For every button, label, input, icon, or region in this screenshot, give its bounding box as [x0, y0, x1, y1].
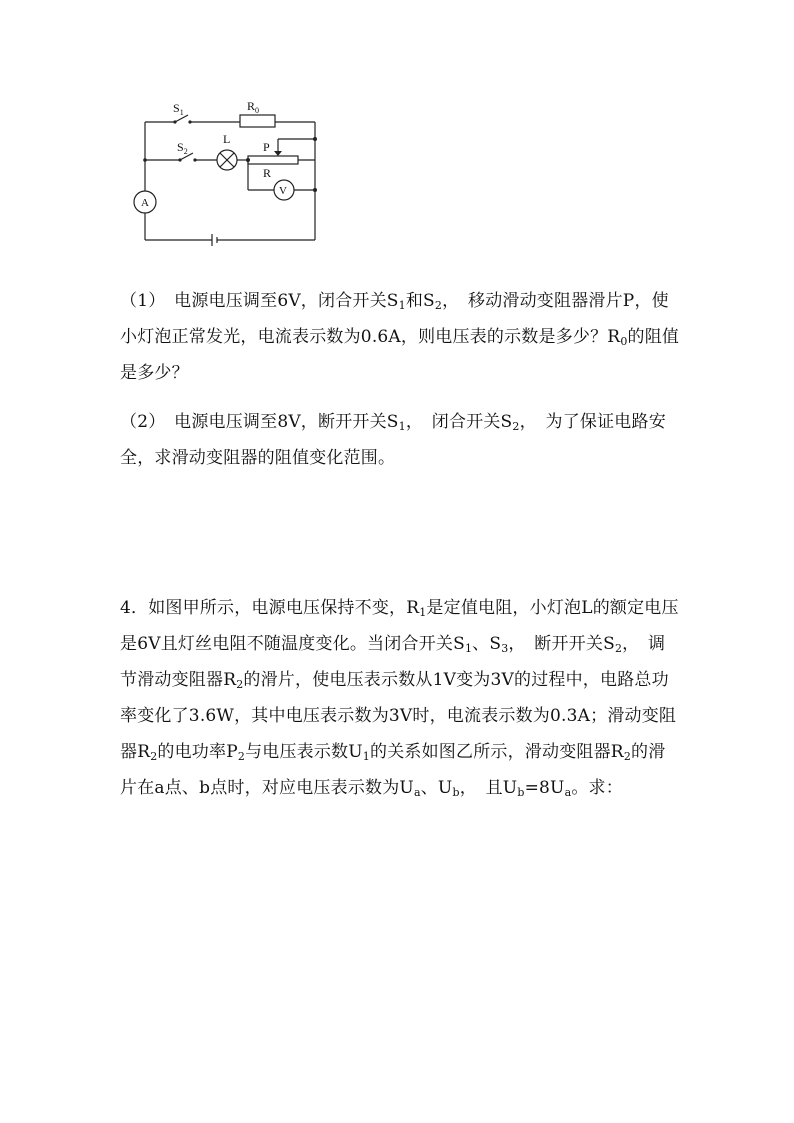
q2-text-a: （2） 电源电压调至8V，断开开关S: [120, 412, 399, 432]
q4-text: 的滑片在a点、b点时，对应电压表示数为U: [120, 742, 666, 798]
q4-text: 是定值电阻，小灯泡L的额定电压是6V且灯丝电阻不随温度变化。当闭合开关S: [120, 598, 679, 654]
q4-sub: 2: [237, 750, 246, 763]
q4-text: 与电压表示数U: [245, 742, 363, 762]
q4-sub: 1: [464, 642, 473, 655]
q4-sub: b: [452, 786, 460, 799]
q1-sub: 0: [620, 335, 628, 348]
label-ammeter: A: [141, 197, 149, 209]
label-r0: $R_0$: [247, 99, 260, 115]
q4-sub: a: [413, 786, 421, 799]
circuit-svg: [120, 95, 340, 255]
q1-text-c: ， 移动滑动变阻器滑片P，使小灯泡正常发光，电流表示数为0.6A，则电压表的示数是多少？R: [120, 291, 669, 347]
q4-sub: 3: [501, 642, 509, 655]
q4-text: ， 调节滑动变阻器R: [120, 634, 666, 690]
q2-sub: 1: [398, 420, 406, 433]
q4-sub: 2: [150, 750, 158, 763]
q1-sub: 1: [398, 299, 406, 312]
label-p: P: [263, 140, 270, 154]
label-r: R: [263, 166, 272, 180]
q4-sub: 2: [623, 750, 632, 763]
q4-text: 的滑片，使电压表示数从1V变为3V的过程中，电路总功率变化了3.6W，其中电压表示数为3V时，电流表示数为0.3A；滑动变阻器R: [120, 670, 677, 762]
q4-text: 、S: [472, 634, 502, 654]
circuit-diagram: [120, 95, 340, 255]
q4-sub: b: [517, 786, 525, 799]
q2-text-c: ， 为了保证电路安全，求滑动变阻器的阻值变化范围。: [120, 412, 666, 468]
q4-text: 。求：: [571, 778, 623, 798]
label-voltmeter: V: [279, 185, 287, 197]
q4-text: ， 断开开关S: [508, 634, 615, 654]
q4-text: 、U: [420, 778, 453, 798]
label-s1: $S_1$: [173, 101, 184, 117]
q4-text: =8U: [524, 778, 565, 798]
question-1: [120, 283, 680, 391]
question-4: [120, 590, 680, 806]
q4-sub: 2: [236, 678, 244, 691]
q4-sub: 2: [614, 642, 623, 655]
q4-text: 的关系如图乙所示，滑动变阻器R: [370, 742, 624, 762]
q1-text-d: 的阻值是多少？: [120, 327, 680, 383]
question-2: [120, 404, 680, 476]
q2-text-b: ， 闭合开关S: [405, 412, 513, 432]
q1-text-a: （1） 电源电压调至6V，闭合开关S: [120, 291, 399, 311]
q2-sub: 2: [512, 420, 520, 433]
rheostat-r: [248, 156, 298, 164]
q4-sub: 1: [419, 606, 427, 619]
q1-sub: 2: [434, 299, 443, 312]
q4-text: 的电功率P: [157, 742, 238, 762]
q4-text: ， 且U: [459, 778, 518, 798]
label-s2: $S_2$: [177, 140, 188, 156]
label-lamp: L: [223, 132, 231, 146]
q4-sub: a: [564, 786, 572, 799]
q1-text-b: 和S: [405, 291, 435, 311]
q4-text: 4．如图甲所示，电源电压保持不变，R: [120, 598, 420, 618]
q4-sub: 1: [362, 750, 370, 763]
resistor-r0: [240, 115, 275, 127]
